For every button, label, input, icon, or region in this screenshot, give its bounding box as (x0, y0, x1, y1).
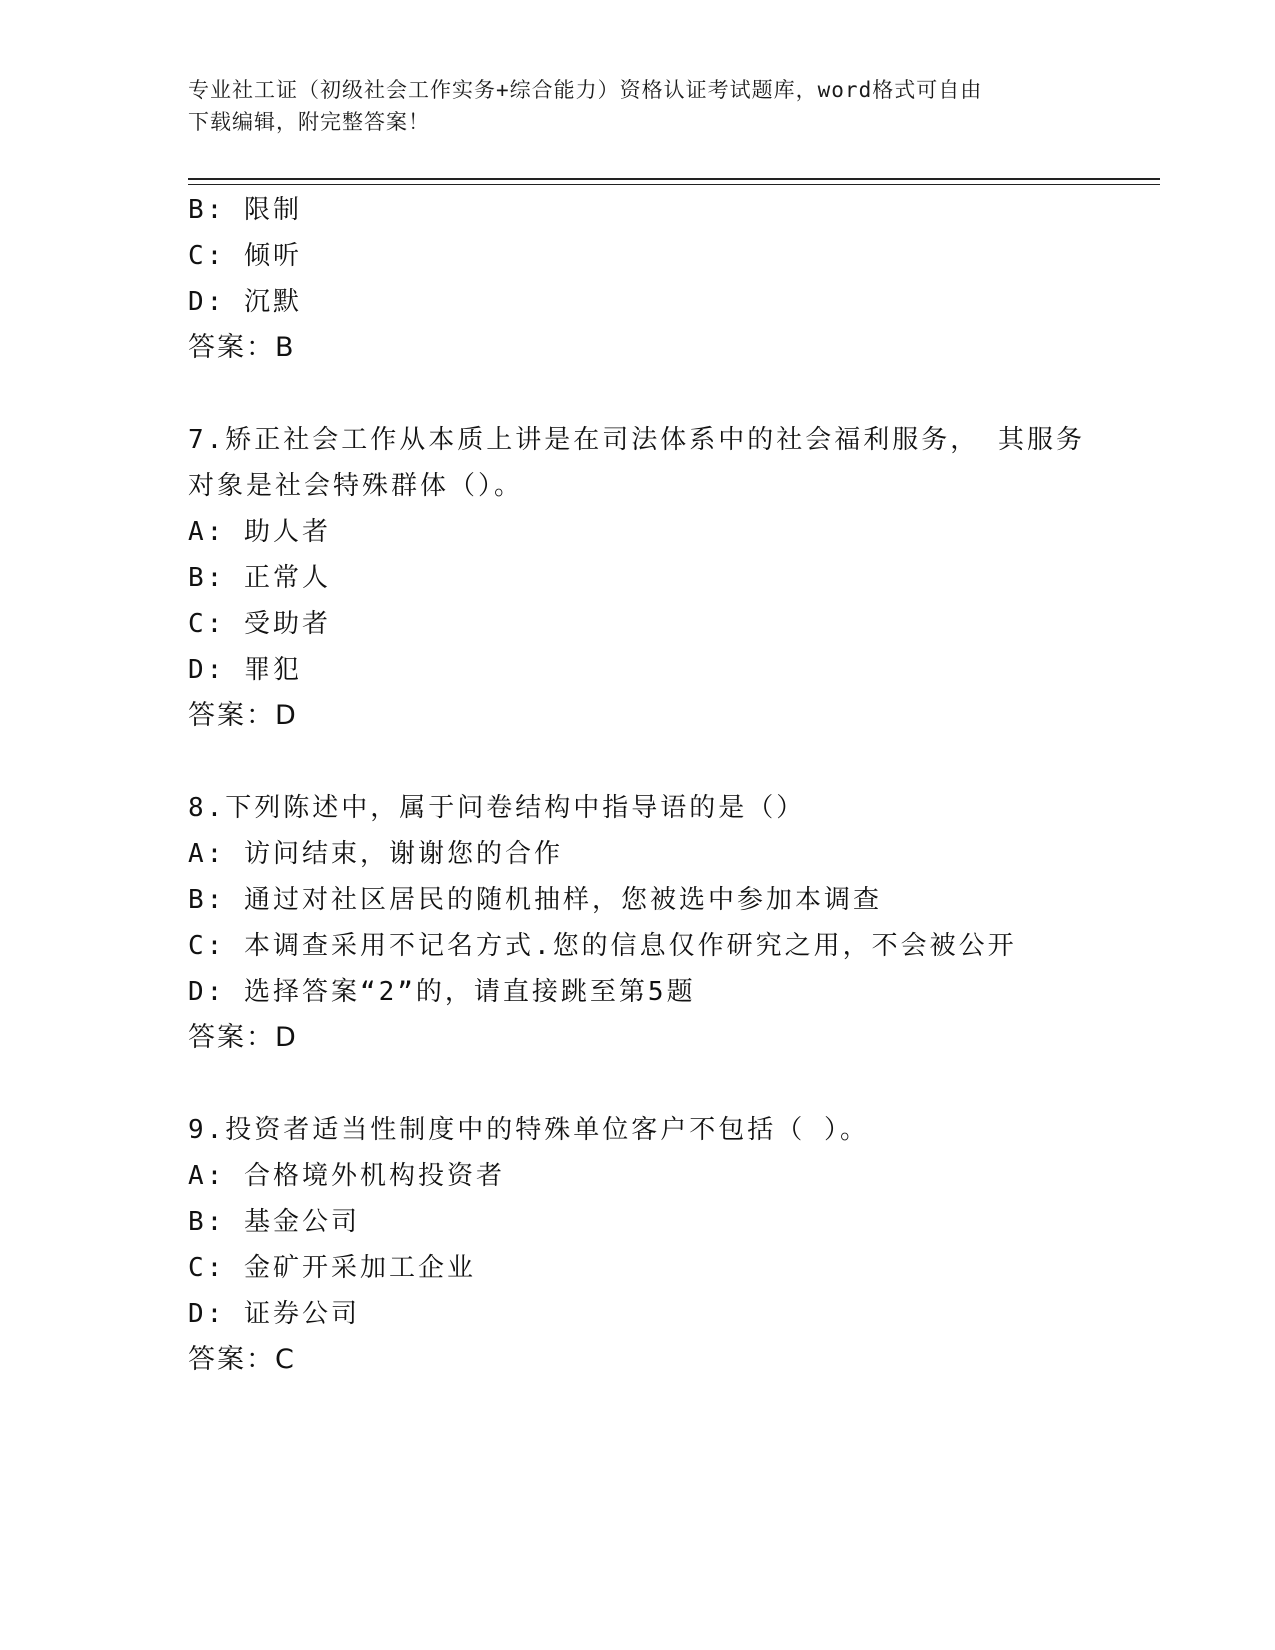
spacer (188, 739, 1088, 785)
option-d: D: 沉默 (188, 287, 302, 317)
option-d: D: 选择答案“2”的，请直接跳至第5题 (188, 977, 696, 1007)
answer-line: 答案：D (188, 700, 298, 731)
question-9 (188, 1107, 1088, 1383)
option-b: B: 限制 (188, 195, 302, 225)
header-divider-thick (188, 178, 1160, 180)
question-6-continued (188, 187, 1088, 371)
header-line-1: 专业社工证（初级社会工作实务+综合能力）资格认证考试题库，word格式可自由 (188, 78, 983, 102)
header-divider-thin (188, 184, 1160, 185)
option-b: B: 正常人 (188, 563, 331, 593)
option-c: C: 受助者 (188, 609, 331, 639)
option-c: C: 倾听 (188, 241, 302, 271)
question-title-line-1: 7.矫正社会工作从本质上讲是在司法体系中的社会福利服务， 其服务 (188, 425, 1085, 455)
option-b: B: 通过对社区居民的随机抽样，您被选中参加本调查 (188, 885, 882, 915)
option-c: C: 金矿开采加工企业 (188, 1253, 476, 1283)
document-header (188, 74, 1088, 138)
answer-line: 答案：C (188, 1344, 296, 1375)
answer-line: 答案：B (188, 332, 296, 363)
answer-line: 答案：D (188, 1022, 298, 1053)
spacer (188, 1061, 1088, 1107)
question-title-line-1: 9.投资者适当性制度中的特殊单位客户不包括（ ）。 (188, 1115, 869, 1145)
option-a: A: 助人者 (188, 517, 331, 547)
option-c: C: 本调查采用不记名方式.您的信息仅作研究之用，不会被公开 (188, 931, 1017, 961)
question-title-line-2: 对象是社会特殊群体（）。 (188, 471, 524, 501)
spacer (188, 371, 1088, 417)
document-body (188, 187, 1088, 1383)
option-d: D: 证券公司 (188, 1299, 360, 1329)
option-a: A: 访问结束，谢谢您的合作 (188, 839, 563, 869)
question-8 (188, 785, 1088, 1061)
option-d: D: 罪犯 (188, 655, 302, 685)
option-a: A: 合格境外机构投资者 (188, 1161, 505, 1191)
option-b: B: 基金公司 (188, 1207, 360, 1237)
question-title-line-1: 8.下列陈述中，属于问卷结构中指导语的是（） (188, 793, 806, 823)
question-7 (188, 417, 1088, 739)
header-line-2: 下载编辑，附完整答案！ (188, 110, 430, 134)
